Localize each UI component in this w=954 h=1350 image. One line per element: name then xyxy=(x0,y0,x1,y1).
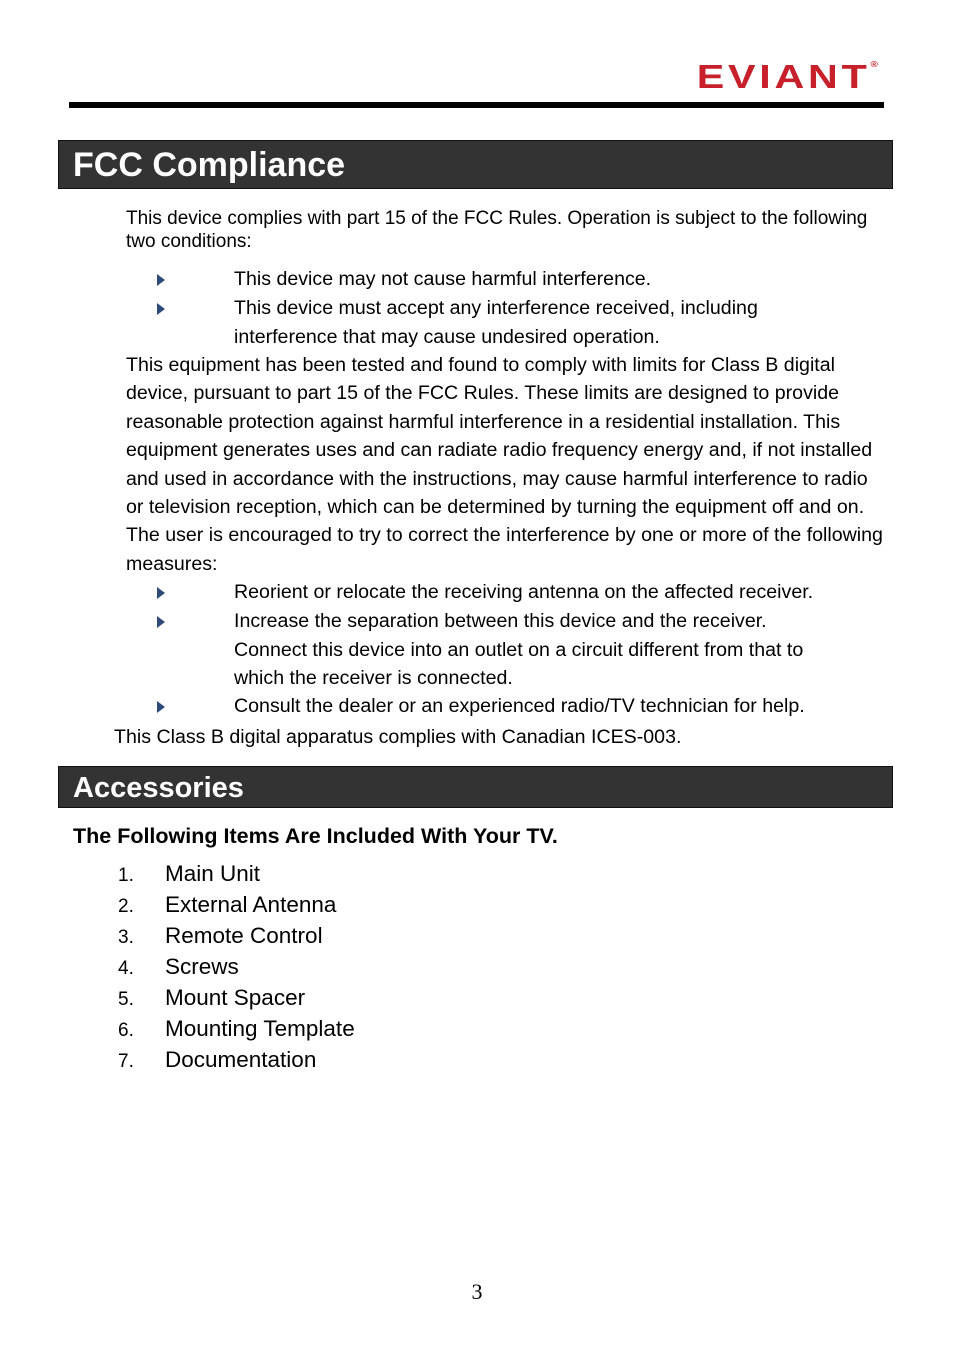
arrow-bullet-icon xyxy=(157,701,165,713)
eviant-logo: EVIANT® xyxy=(696,58,878,95)
arrow-bullet-icon xyxy=(157,303,165,315)
fcc-section-title: FCC Compliance xyxy=(58,140,893,189)
list-item: 2. External Antenna xyxy=(118,892,337,917)
canada-compliance-text: This Class B digital apparatus complies with Canadian ICES-003. xyxy=(114,726,682,748)
arrow-bullet-icon xyxy=(157,616,165,628)
list-item: 3. Remote Control xyxy=(118,923,323,948)
accessories-section-title: Accessories xyxy=(58,766,893,808)
list-item: 5. Mount Spacer xyxy=(118,985,306,1010)
arrow-bullet-icon xyxy=(157,274,165,286)
accessories-subheading: The Following Items Are Included With Your TV. xyxy=(73,824,558,848)
fcc-class-b-paragraph: This equipment has been tested and found to comply with limits for Class B digital device, pursuant to part 15 of the FCC Rules. These limits are designed to provide reasonable protection against harmful interference in a residential installation. This equipment generates uses and can radiate radio frequency energy and, if not installed and used in accordance with the instructions, may cause harmful interference to radio or television reception, which can be determined by turning the equipment off and on. The user is encouraged to try to correct the interference by one or more of the following measures: xyxy=(126,354,883,575)
list-item: 4. Screws xyxy=(118,954,239,979)
list-item: 1. Main Unit xyxy=(118,861,261,886)
arrow-bullet-icon xyxy=(157,587,165,599)
fcc-intro-text: This device complies with part 15 of the FCC Rules. Operation is subject to the following two conditions: xyxy=(126,208,868,252)
list-item: 7. Documentation xyxy=(118,1047,317,1072)
header-rule xyxy=(69,102,884,108)
page-number: 3 xyxy=(471,1279,483,1304)
list-item: 6. Mounting Template xyxy=(118,1016,355,1041)
